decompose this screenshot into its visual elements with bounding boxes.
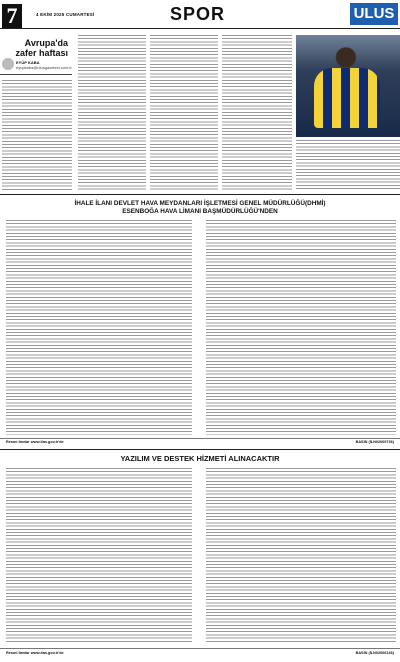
section-title: SPOR: [170, 4, 226, 24]
notice-separator: [0, 449, 400, 450]
author-email: eyupkaba@ulusgazetesi.com.tr: [16, 65, 72, 70]
article-text-col2: [150, 35, 218, 190]
masthead-divider: [0, 28, 400, 29]
newspaper-logo: ULUS: [350, 3, 398, 25]
article-text-col1: [78, 35, 146, 190]
notice1-text-left: [6, 220, 192, 435]
player-jersey: [314, 68, 380, 128]
author-avatar: [2, 58, 14, 70]
notice2-footer-code: BASIN (İLN02006146): [355, 651, 394, 655]
page-number: 7: [2, 4, 22, 28]
date-line: 4 EKİM 2025 CUMARTESİ: [36, 12, 95, 17]
notice1-title-line1: İHALE İLANI DEVLET HAVA MEYDANLARI İŞLETMESİ GENEL MÜDÜRLÜĞÜ(DHMİ): [74, 200, 326, 207]
notice1-footer-rule: [0, 438, 400, 439]
notice1-footer-code: BASIN (İLN02009736): [355, 440, 394, 444]
column-divider: [0, 74, 72, 75]
notice2-text-right: [206, 468, 396, 644]
column-text: [2, 80, 72, 190]
section-divider: [0, 194, 400, 195]
notice1-title-line2: ESENBOĞA HAVA LİMANI BAŞMÜDÜRLÜĞÜ'NDEN: [122, 208, 278, 215]
article-text-col3: [222, 35, 292, 190]
notice1-footer-link: Resmi ilanlar www.ilan.gov.tr'de: [6, 440, 64, 444]
notice1-text-right: [206, 220, 396, 435]
column-title: Avrupa'da zafer haftası: [15, 38, 68, 58]
notice2-title: YAZILIM VE DESTEK HİZMETİ ALINACAKTIR: [120, 454, 280, 463]
article-text-col4: [296, 140, 400, 190]
author-name: EYÜP KABA: [16, 60, 40, 65]
notice2-text-left: [6, 468, 192, 644]
notice2-footer-rule: [0, 648, 400, 649]
notice2-footer-link: Resmi ilanlar www.ilan.gov.tr'de: [6, 651, 64, 655]
